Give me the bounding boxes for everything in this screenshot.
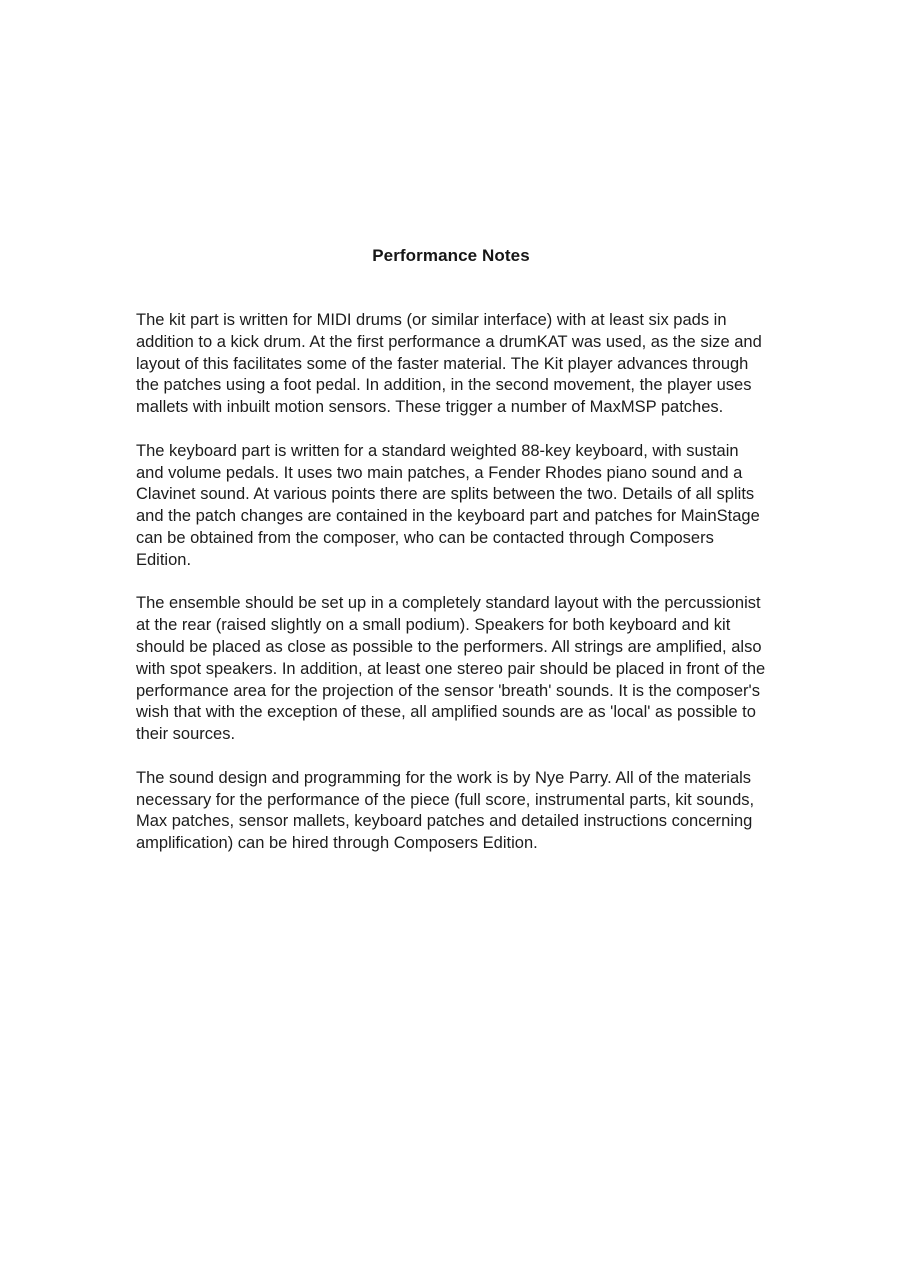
page-title: Performance Notes: [372, 246, 530, 265]
paragraph-keyboard-part: The keyboard part is written for a standard weighted 88-key keyboard, with sustain and volume pedals. It uses two main patches, a Fender Rhodes piano sound and a Clavinet sound. At various points there are splits between the two. Details of all splits and the patch changes are contained in the keyboard part and patches for MainStage can be obtained from the composer, who can be contacted through Composers Edition.: [136, 441, 760, 569]
paragraph-ensemble-setup: The ensemble should be set up in a completely standard layout with the percussionist at the rear (raised slightly on a small podium). Speakers for both keyboard and kit should be placed as close as possible to the performers. All strings are amplified, also with spot speakers. In addition, at least one stereo pair should be placed in front of the performance area for the projection of the sensor 'breath' sounds. It is the composer's wish that with the exception of these, all amplified sounds are as 'local' as possible to their sources.: [136, 594, 766, 744]
paragraph-sound-design: The sound design and programming for the work is by Nye Parry. All of the materials necessary for the performance of the piece (full score, instrumental parts, kit sounds, Max patches, sensor mallets, keyboard patches and detailed instructions concerning amplification) can be hired through Composers Edition.: [136, 768, 755, 853]
paragraph-kit-part: The kit part is written for MIDI drums (or similar interface) with at least six pads in addition to a kick drum. At the first performance a drumKAT was used, as the size and layout of this facilitates some of the faster material. The Kit player advances through the patches using a foot pedal. In addition, in the second movement, the player uses mallets with inbuilt motion sensors. These trigger a number of MaxMSP patches.: [136, 311, 762, 417]
content-block: [136, 246, 766, 855]
